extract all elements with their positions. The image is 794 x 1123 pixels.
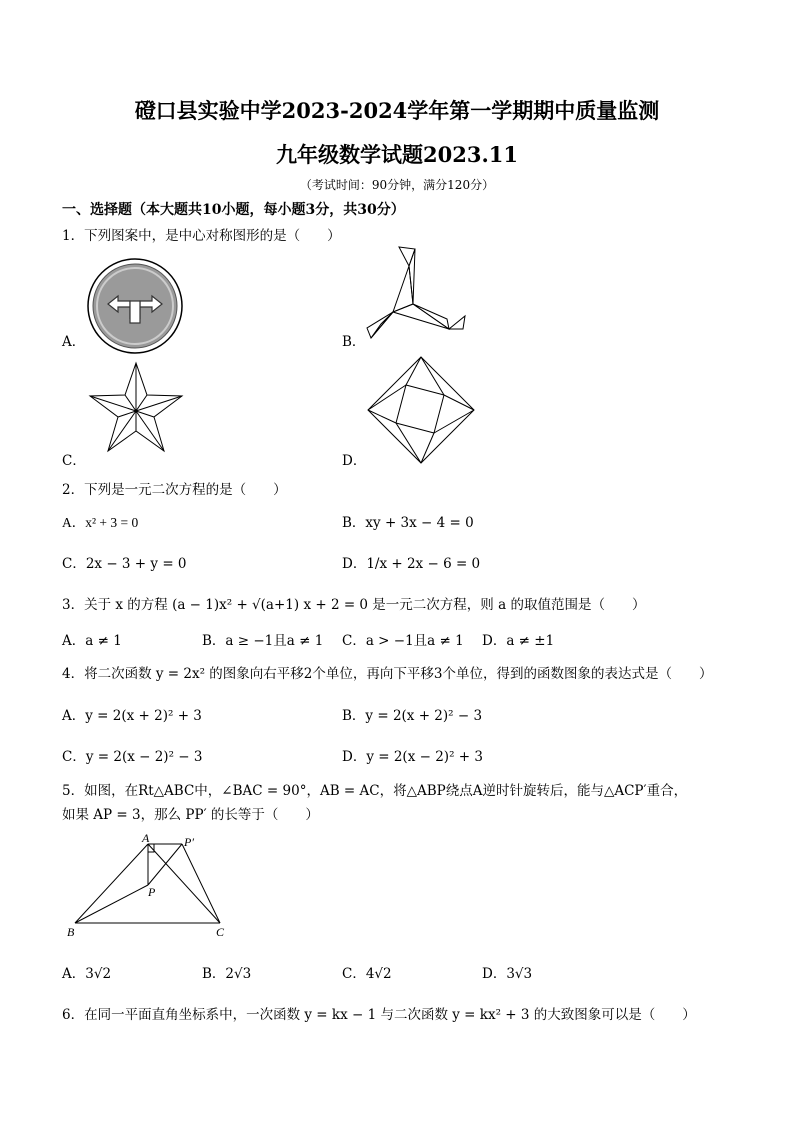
q5-option-b: B．2√3	[202, 966, 252, 982]
question-4-stem: 4．将二次函数 y = 2x² 的图象向右平移2个单位，再向下平移3个单位，得到的函数图象的表达式是（ ）	[62, 666, 713, 682]
q3-option-a: A．a ≠ 1	[62, 633, 122, 649]
q1-figure-a-sign-icon	[86, 257, 184, 355]
q5-option-a: A．3√2	[62, 966, 112, 982]
q1-option-d-label: D．	[342, 453, 367, 469]
question-3-stem: 3．关于 x 的方程 (a − 1)x² + √(a+1) x + 2 = 0 是一元二次方程，则 a 的取值范围是（ ）	[62, 597, 646, 613]
exam-info: （考试时间：90分钟，满分120分）	[299, 178, 495, 192]
q1-figure-b-pinwheel-icon	[365, 244, 473, 344]
q2-option-a: A．x² + 3 = 0	[62, 515, 139, 530]
q5-label-p: P	[148, 885, 156, 899]
question-1-stem: 1．下列图案中，是中心对称图形的是（ ）	[62, 228, 341, 244]
q3-option-c: C．a > −1且a ≠ 1	[342, 633, 464, 649]
q4-option-d: D．y = 2(x − 2)² + 3	[342, 749, 483, 765]
q2-option-c: C．2x − 3 + y = 0	[62, 556, 187, 572]
q5-label-a: A	[142, 832, 150, 845]
q4-option-a: A．y = 2(x + 2)² + 3	[62, 708, 202, 724]
question-2-stem: 2．下列是一元二次方程的是（ ）	[62, 482, 287, 498]
q2-option-d: D．1/x + 2x − 6 = 0	[342, 556, 481, 572]
q3-option-b: B．a ≥ −1且a ≠ 1	[202, 633, 324, 649]
q1-option-c-label: C．	[62, 453, 86, 469]
q4-option-c: C．y = 2(x − 2)² − 3	[62, 749, 203, 765]
section-title: 一、选择题（本大题共10小题，每小题3分，共30分）	[62, 202, 405, 218]
q3-option-d: D．a ≠ ±1	[482, 633, 555, 649]
q5-option-c: C．4√2	[342, 966, 392, 982]
q5-label-c: C	[216, 925, 225, 939]
q5-label-b: B	[67, 925, 75, 939]
q2-option-b: B．xy + 3x − 4 = 0	[342, 515, 474, 531]
q1-option-a-label: A．	[62, 334, 86, 350]
question-6-stem: 6．在同一平面直角坐标系中，一次函数 y = kx − 1 与二次函数 y = kx² + 3 的大致图象可以是（ ）	[62, 1007, 696, 1023]
q5-label-p-prime: P′	[184, 835, 194, 849]
q5-triangle-figure	[62, 832, 242, 944]
exam-subtitle: 九年级数学试题2023.11	[276, 142, 518, 167]
question-5-stem-line2: 如果 AP = 3，那么 PP′ 的长等于（ ）	[62, 807, 319, 823]
q5-option-d: D．3√3	[482, 966, 533, 982]
exam-title: 磴口县实验中学2023-2024学年第一学期期中质量监测	[134, 98, 660, 123]
q1-figure-c-star-icon	[87, 361, 185, 453]
question-5-stem-line1: 5．如图，在Rt△ABC中，∠BAC = 90°，AB = AC，将△ABP绕点A逆时针旋转后，能与△ACP′重合，	[62, 783, 688, 799]
q1-option-b-label: B．	[342, 334, 366, 350]
q1-figure-d-square-icon	[366, 355, 476, 465]
q4-option-b: B．y = 2(x + 2)² − 3	[342, 708, 483, 724]
